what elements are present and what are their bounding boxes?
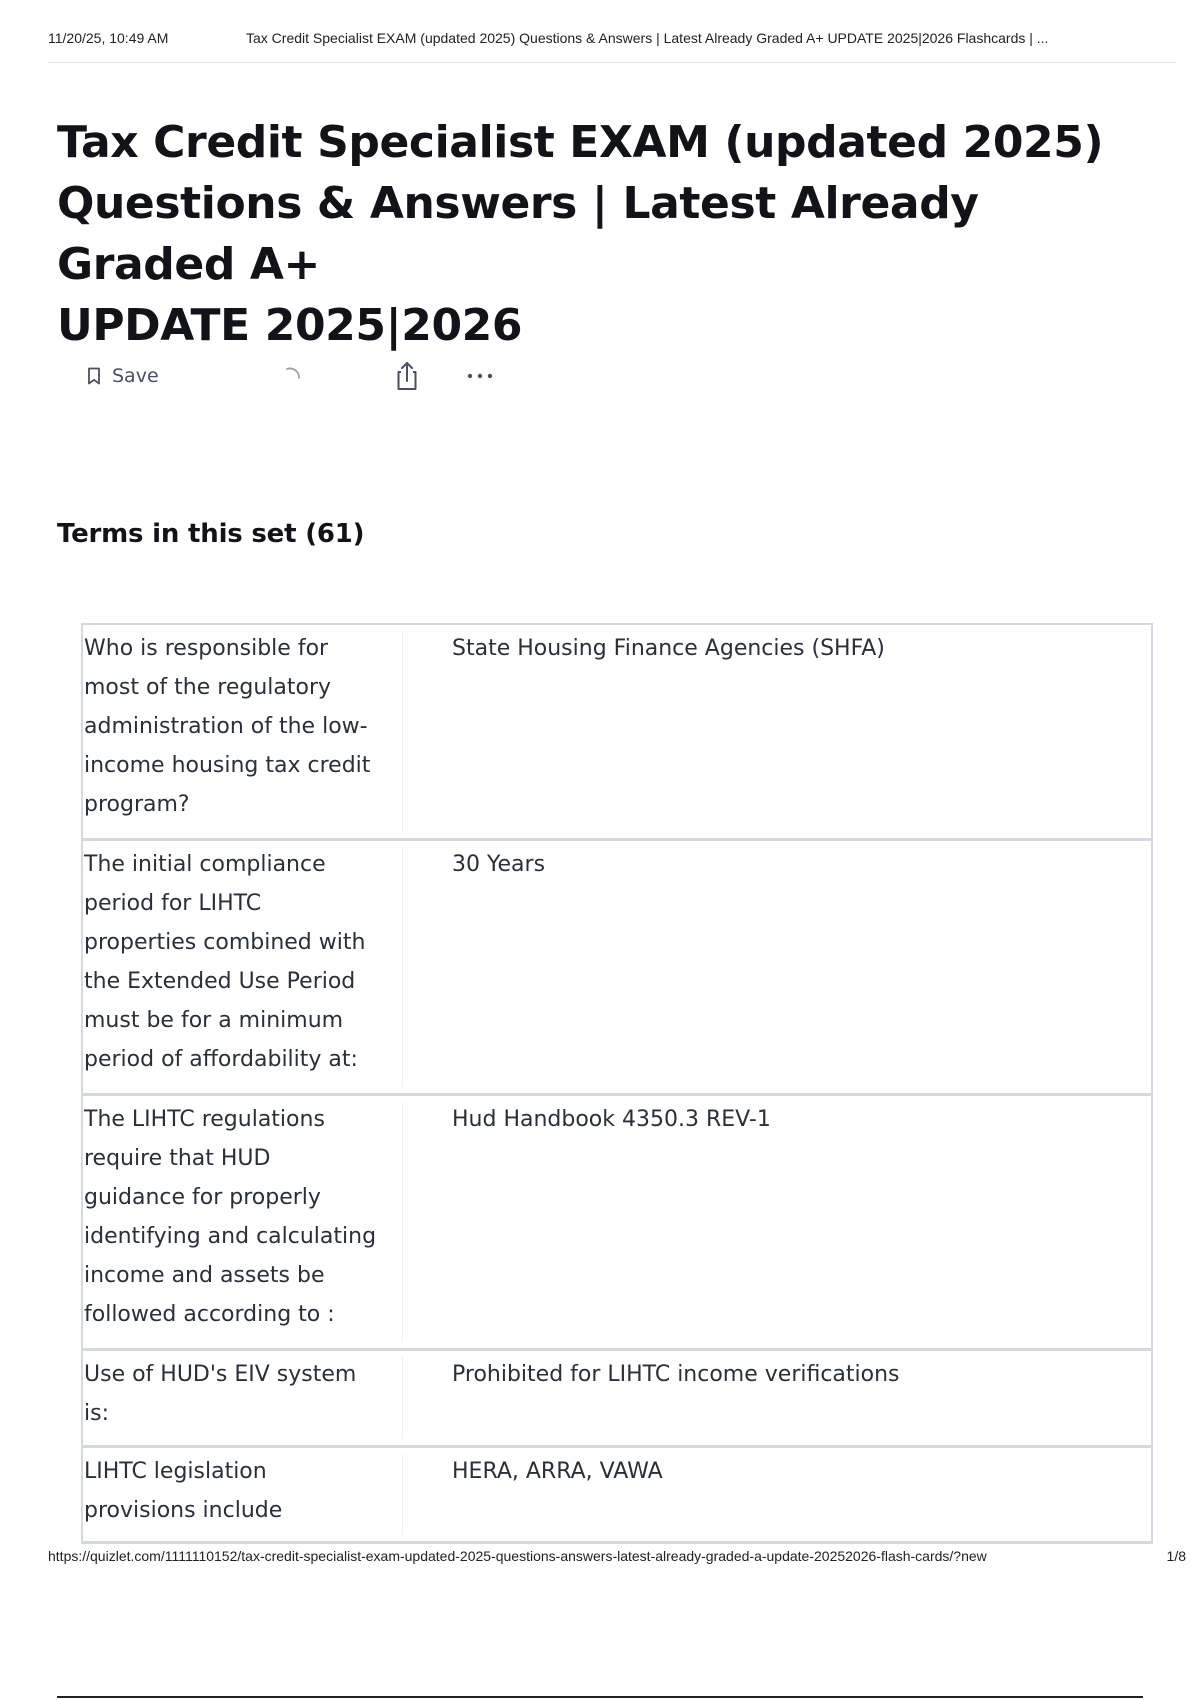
term-line: identifying and calculating (84, 1224, 377, 1249)
term-line: The initial compliance (84, 852, 326, 877)
term-line: must be for a minimum (84, 1008, 344, 1033)
term-line: properties combined with (84, 930, 366, 955)
column-divider (402, 1357, 403, 1439)
column-divider (402, 1454, 403, 1535)
terms-heading: Terms in this set (61) (57, 519, 365, 549)
loading-spinner-icon (278, 362, 306, 390)
term-text (83, 841, 401, 1079)
term-line: LIHTC legislation (84, 1459, 267, 1484)
definition-text: State Housing Finance Agencies (SHFA) (452, 636, 885, 661)
term-line: administration of the low- (84, 714, 368, 739)
print-document-title: Tax Credit Specialist EXAM (updated 2025) Questions & Answers | Latest Already Graded A+ UPDATE 2025|2026 Flashcards | ... (246, 30, 1049, 46)
term-line: provisions include (84, 1498, 283, 1523)
page-number: 1/8 (1166, 1548, 1186, 1564)
term-card (83, 841, 1151, 1096)
term-card (83, 1351, 1151, 1448)
term-text (83, 1096, 401, 1334)
share-icon (390, 381, 424, 398)
term-line: require that HUD (84, 1146, 271, 1171)
term-card (83, 1448, 1151, 1544)
term-line: followed according to : (84, 1302, 335, 1327)
bookmark-icon (86, 366, 102, 386)
page-title-line-3: UPDATE 2025|2026 (57, 300, 523, 351)
term-card (83, 1096, 1151, 1351)
print-datetime: 11/20/25, 10:49 AM (48, 30, 169, 46)
term-line: period for LIHTC (84, 891, 262, 916)
page-title (57, 112, 1167, 356)
page-title-line-1: Tax Credit Specialist EXAM (updated 2025) (57, 117, 1104, 168)
term-line: program? (84, 792, 190, 817)
set-toolbar (80, 356, 540, 396)
term-line: income and assets be (84, 1263, 325, 1288)
print-header (48, 28, 1176, 63)
save-button[interactable] (80, 356, 169, 396)
term-line: Use of HUD's EIV system (84, 1362, 357, 1387)
term-line: the Extended Use Period (84, 969, 356, 994)
term-line: most of the regulatory (84, 675, 332, 700)
page-divider (57, 1696, 1143, 1698)
definition-text: Hud Handbook 4350.3 REV-1 (452, 1107, 771, 1132)
term-line: income housing tax credit (84, 753, 371, 778)
term-line: is: (84, 1401, 109, 1426)
definition-text: Prohibited for LIHTC income verifications (452, 1362, 900, 1387)
column-divider (402, 847, 403, 1087)
term-line: The LIHTC regulations (84, 1107, 325, 1132)
share-button[interactable] (390, 358, 424, 394)
column-divider (402, 1102, 403, 1342)
column-divider (402, 631, 403, 832)
page-url: https://quizlet.com/1111110152/tax-credit-specialist-exam-updated-2025-questions-answers-latest-already-graded-a-update-20252026-flash-cards/?new (48, 1548, 987, 1564)
more-options-button[interactable] (462, 360, 498, 392)
definition-text: HERA, ARRA, VAWA (452, 1459, 663, 1484)
term-line: Who is responsible for (84, 636, 329, 661)
terms-table (81, 623, 1153, 1544)
page-title-line-2: Questions & Answers | Latest Already Graded A+ (57, 178, 979, 290)
definition-text: 30 Years (452, 852, 546, 877)
save-label: Save (112, 365, 159, 387)
term-text (83, 1448, 401, 1530)
term-text (83, 625, 401, 824)
term-text (83, 1351, 401, 1433)
term-card (83, 625, 1151, 841)
term-line: period of affordability at: (84, 1047, 358, 1072)
more-options-icon (462, 379, 498, 396)
term-line: guidance for properly (84, 1185, 321, 1210)
